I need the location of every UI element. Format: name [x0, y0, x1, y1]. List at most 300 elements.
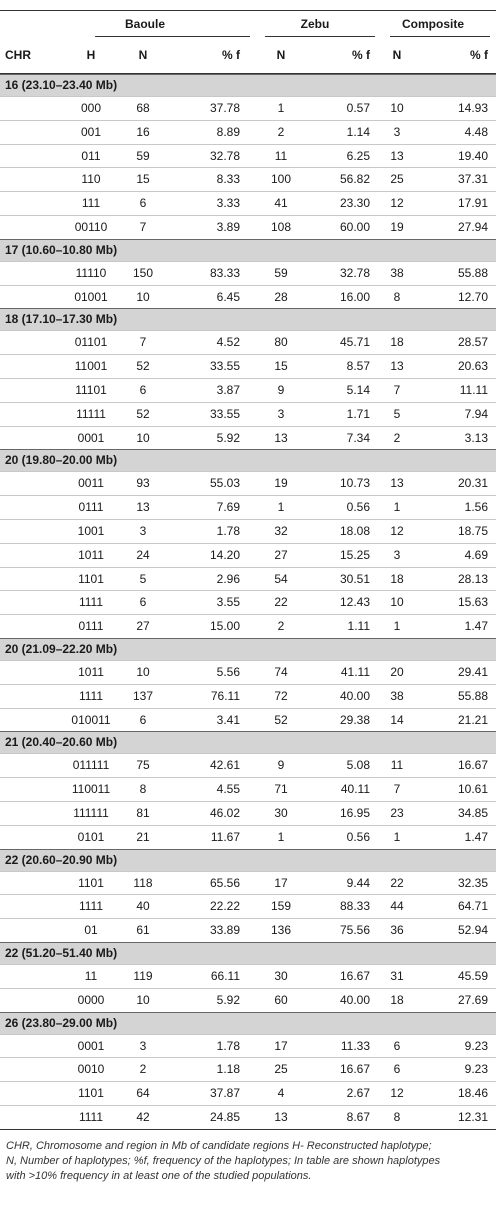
composite-freq-cell: 64.71	[457, 899, 488, 914]
composite-n-cell: 7	[393, 782, 401, 797]
composite-n-cell: 7	[393, 382, 401, 397]
baoule-freq-cell: 3.87	[216, 382, 240, 397]
haplotype-cell: 0000	[77, 992, 105, 1007]
zebu-n-cell: 72	[274, 688, 288, 703]
region-title: 18 (17.10–17.30 Mb)	[5, 312, 118, 327]
table-row	[0, 354, 496, 378]
region-section-header	[0, 74, 496, 96]
table-row	[0, 988, 496, 1012]
baoule-freq-cell: 1.78	[216, 523, 240, 538]
haplotype-cell: 01101	[74, 335, 108, 350]
baoule-freq-cell: 5.56	[216, 664, 240, 679]
composite-n-cell: 14	[390, 712, 404, 727]
haplotype-cell: 0011	[78, 476, 104, 491]
composite-freq-cell: 9.23	[464, 1062, 488, 1077]
col-header-baoule-n: N	[138, 48, 148, 62]
zebu-freq-cell: 40.00	[339, 992, 370, 1007]
baoule-n-cell: 10	[136, 992, 150, 1007]
baoule-n-cell: 27	[136, 619, 150, 634]
baoule-freq-cell: 76.11	[210, 688, 240, 703]
haplotype-cell: 1111	[78, 899, 104, 914]
haplotype-cell: 11111	[76, 406, 106, 421]
haplotype-cell: 111	[81, 196, 101, 211]
haplotype-cell: 1101	[78, 1086, 104, 1101]
baoule-n-cell: 10	[136, 289, 150, 304]
baoule-freq-cell: 37.87	[209, 1086, 240, 1101]
zebu-freq-cell: 5.08	[346, 758, 370, 773]
zebu-freq-cell: 40.00	[339, 688, 370, 703]
haplotype-cell: 00110	[74, 219, 108, 234]
zebu-freq-cell: 41.11	[340, 664, 370, 679]
zebu-n-cell: 136	[270, 923, 292, 938]
composite-freq-cell: 17.91	[457, 196, 488, 211]
baoule-freq-cell: 2.96	[216, 571, 240, 586]
zebu-freq-cell: 29.38	[339, 712, 370, 727]
region-section-header	[0, 1012, 496, 1034]
haplotype-cell: 110	[81, 172, 101, 187]
zebu-freq-cell: 9.44	[346, 875, 370, 890]
composite-n-cell: 44	[390, 899, 404, 914]
baoule-n-cell: 15	[136, 172, 150, 187]
baoule-n-cell: 8	[139, 782, 147, 797]
haplotype-cell: 0111	[78, 500, 104, 515]
col-header-zebu-f: % f	[352, 48, 370, 62]
baoule-freq-cell: 33.55	[209, 359, 240, 374]
composite-freq-cell: 20.31	[457, 476, 488, 491]
zebu-n-cell: 52	[274, 712, 288, 727]
composite-freq-cell: 16.67	[457, 758, 488, 773]
zebu-freq-cell: 11.33	[340, 1038, 370, 1053]
baoule-freq-cell: 83.33	[209, 265, 240, 280]
zebu-freq-cell: 0.57	[346, 101, 370, 115]
zebu-freq-cell: 23.30	[339, 196, 370, 211]
region-section-header	[0, 239, 496, 261]
region-section-header	[0, 849, 496, 871]
zebu-n-cell: 71	[274, 782, 288, 797]
table-row	[0, 708, 496, 732]
baoule-freq-cell: 66.11	[210, 968, 240, 983]
baoule-n-cell: 3	[139, 1038, 147, 1053]
region-title: 22 (20.60–20.90 Mb)	[5, 852, 118, 867]
zebu-n-cell: 25	[274, 1062, 288, 1077]
region-title: 17 (10.60–10.80 Mb)	[5, 242, 118, 257]
table-row	[0, 378, 496, 402]
composite-n-cell: 13	[390, 148, 404, 163]
composite-n-cell: 3	[393, 547, 401, 562]
zebu-freq-cell: 8.67	[346, 1109, 370, 1124]
zebu-freq-cell: 30.51	[339, 571, 370, 586]
zebu-freq-cell: 16.67	[339, 968, 370, 983]
zebu-freq-cell: 60.00	[339, 219, 370, 234]
baoule-freq-cell: 4.52	[216, 335, 240, 350]
composite-freq-cell: 14.93	[457, 101, 488, 115]
baoule-n-cell: 6	[139, 196, 147, 211]
region-title: 16 (23.10–23.40 Mb)	[5, 78, 118, 92]
zebu-n-cell: 74	[274, 664, 288, 679]
zebu-n-cell: 1	[277, 101, 285, 115]
composite-n-cell: 1	[393, 500, 401, 515]
col-header-zebu-n: N	[276, 48, 286, 62]
composite-freq-cell: 9.23	[464, 1038, 488, 1053]
table-row	[0, 777, 496, 801]
baoule-n-cell: 42	[136, 1109, 150, 1124]
composite-freq-cell: 12.70	[457, 289, 488, 304]
region-title: 20 (19.80–20.00 Mb)	[5, 453, 118, 468]
region-section-header	[0, 942, 496, 964]
composite-freq-cell: 18.46	[457, 1086, 488, 1101]
zebu-freq-cell: 2.67	[346, 1086, 370, 1101]
baoule-freq-cell: 11.67	[210, 829, 240, 844]
baoule-n-cell: 7	[139, 335, 147, 350]
baoule-n-cell: 61	[136, 923, 150, 938]
baoule-n-cell: 2	[139, 1062, 147, 1077]
composite-freq-cell: 45.59	[457, 968, 488, 983]
composite-freq-cell: 27.94	[457, 219, 488, 234]
zebu-freq-cell: 45.71	[339, 335, 370, 350]
baoule-freq-cell: 3.41	[216, 712, 240, 727]
composite-freq-cell: 1.47	[464, 829, 488, 844]
zebu-n-cell: 3	[277, 406, 285, 421]
haplotype-cell: 11	[84, 968, 98, 983]
baoule-n-cell: 10	[136, 664, 150, 679]
table-row	[0, 191, 496, 215]
composite-freq-cell: 1.56	[464, 500, 488, 515]
zebu-n-cell: 80	[274, 335, 288, 350]
zebu-n-cell: 60	[274, 992, 288, 1007]
table-row	[0, 684, 496, 708]
zebu-n-cell: 2	[277, 124, 285, 139]
composite-freq-cell: 29.41	[457, 664, 488, 679]
zebu-freq-cell: 16.00	[339, 289, 370, 304]
haplotype-cell: 1111	[78, 688, 104, 703]
baoule-n-cell: 75	[136, 758, 150, 773]
composite-n-cell: 12	[390, 523, 404, 538]
table-row	[0, 471, 496, 495]
zebu-n-cell: 28	[274, 289, 288, 304]
zebu-n-cell: 1	[277, 829, 285, 844]
composite-freq-cell: 15.63	[457, 595, 488, 610]
composite-freq-cell: 52.94	[457, 923, 488, 938]
baoule-freq-cell: 8.89	[216, 124, 240, 139]
zebu-n-cell: 27	[274, 547, 288, 562]
haplotype-cell: 011111	[72, 758, 110, 773]
composite-freq-cell: 4.69	[464, 547, 488, 562]
composite-freq-cell: 21.21	[457, 712, 488, 727]
composite-freq-cell: 1.47	[464, 619, 488, 634]
composite-freq-cell: 27.69	[457, 992, 488, 1007]
table-row	[0, 1034, 496, 1058]
baoule-freq-cell: 7.69	[216, 500, 240, 515]
haplotype-cell: 1001	[77, 523, 105, 538]
table-row	[0, 120, 496, 144]
haplotype-cell: 1111	[78, 595, 104, 610]
zebu-freq-cell: 1.11	[347, 619, 370, 634]
table-row	[0, 543, 496, 567]
composite-n-cell: 13	[390, 359, 404, 374]
baoule-n-cell: 59	[136, 148, 150, 163]
baoule-n-cell: 16	[136, 124, 150, 139]
baoule-freq-cell: 46.02	[209, 805, 240, 820]
zebu-freq-cell: 12.43	[339, 595, 370, 610]
table-row	[0, 614, 496, 638]
baoule-freq-cell: 1.18	[216, 1062, 240, 1077]
baoule-n-cell: 52	[136, 359, 150, 374]
footnote-line: N, Number of haplotypes; %f, frequency of the haplotypes; In table are shown haplotypes	[6, 1154, 441, 1167]
zebu-n-cell: 108	[270, 219, 292, 234]
table-row	[0, 330, 496, 354]
table-row	[0, 1105, 496, 1129]
baoule-freq-cell: 5.92	[216, 992, 240, 1007]
zebu-freq-cell: 32.78	[339, 265, 370, 280]
baoule-freq-cell: 65.56	[209, 875, 240, 890]
zebu-freq-cell: 40.11	[340, 782, 370, 797]
zebu-freq-cell: 88.33	[339, 899, 370, 914]
composite-freq-cell: 55.88	[457, 688, 488, 703]
haplotype-cell: 01001	[74, 289, 108, 304]
zebu-n-cell: 41	[274, 196, 288, 211]
table-row	[0, 964, 496, 988]
haplotype-cell: 11001	[74, 359, 108, 374]
zebu-n-cell: 1	[277, 500, 285, 515]
baoule-n-cell: 40	[136, 899, 150, 914]
table-row	[0, 590, 496, 614]
zebu-n-cell: 17	[274, 1038, 288, 1053]
zebu-freq-cell: 7.34	[346, 430, 370, 445]
composite-freq-cell: 28.13	[457, 571, 488, 586]
baoule-n-cell: 6	[139, 712, 147, 727]
haplotype-cell: 001	[80, 124, 102, 139]
zebu-n-cell: 13	[274, 430, 288, 445]
baoule-n-cell: 5	[139, 571, 147, 586]
zebu-n-cell: 32	[274, 523, 288, 538]
table-row	[0, 261, 496, 285]
baoule-n-cell: 150	[132, 265, 154, 280]
table-row	[0, 801, 496, 825]
zebu-freq-cell: 56.82	[339, 172, 370, 187]
region-title: 22 (51.20–51.40 Mb)	[5, 945, 118, 960]
table-row	[0, 894, 496, 918]
composite-n-cell: 1	[393, 829, 401, 844]
composite-n-cell: 10	[390, 595, 404, 610]
group-header-composite: Composite	[401, 17, 465, 31]
composite-freq-cell: 34.85	[457, 805, 488, 820]
column-header-row	[0, 37, 496, 74]
baoule-freq-cell: 8.33	[216, 172, 240, 187]
table-row	[0, 567, 496, 591]
baoule-n-cell: 93	[136, 476, 150, 491]
zebu-freq-cell: 5.14	[346, 382, 370, 397]
baoule-freq-cell: 5.92	[216, 430, 240, 445]
zebu-n-cell: 159	[270, 899, 292, 914]
composite-n-cell: 38	[390, 265, 404, 280]
baoule-freq-cell: 14.20	[209, 547, 240, 562]
composite-n-cell: 22	[390, 875, 404, 890]
table-row	[0, 144, 496, 168]
haplotype-cell: 110011	[71, 782, 111, 797]
composite-freq-cell: 3.13	[464, 430, 488, 445]
haplotype-cell: 11101	[75, 382, 107, 397]
composite-n-cell: 6	[393, 1038, 401, 1053]
zebu-n-cell: 54	[274, 571, 288, 586]
composite-freq-cell: 10.61	[457, 782, 488, 797]
footnote-line: CHR, Chromosome and region in Mb of candidate regions H- Reconstructed haplotype;	[6, 1139, 432, 1152]
table-row	[0, 215, 496, 239]
composite-freq-cell: 19.40	[457, 148, 488, 163]
baoule-n-cell: 6	[139, 595, 147, 610]
baoule-n-cell: 64	[136, 1086, 150, 1101]
table-row	[0, 96, 496, 120]
composite-freq-cell: 4.48	[464, 124, 488, 139]
zebu-freq-cell: 0.56	[346, 500, 370, 515]
baoule-n-cell: 81	[136, 805, 150, 820]
baoule-freq-cell: 6.45	[216, 289, 240, 304]
baoule-freq-cell: 3.33	[216, 196, 240, 211]
composite-n-cell: 1	[393, 619, 401, 634]
zebu-n-cell: 100	[270, 172, 292, 187]
composite-freq-cell: 55.88	[457, 265, 488, 280]
haplotype-cell: 0001	[77, 1038, 105, 1053]
table-footnote	[0, 1130, 496, 1184]
table-row	[0, 402, 496, 426]
col-header-chr: CHR	[5, 48, 31, 62]
composite-freq-cell: 32.35	[457, 875, 488, 890]
composite-freq-cell: 11.11	[459, 382, 488, 397]
haplotype-cell: 111111	[73, 805, 109, 820]
baoule-freq-cell: 24.85	[209, 1109, 240, 1124]
baoule-freq-cell: 33.55	[209, 406, 240, 421]
zebu-freq-cell: 1.14	[346, 124, 370, 139]
baoule-freq-cell: 37.78	[209, 101, 240, 115]
table-row	[0, 1057, 496, 1081]
haplotype-cell: 1111	[78, 1109, 104, 1124]
footnote-line: with >10% frequency in at least one of the studied populations.	[6, 1169, 312, 1182]
composite-n-cell: 12	[390, 196, 404, 211]
haplotype-cell: 1011	[78, 547, 104, 562]
composite-freq-cell: 37.31	[457, 172, 488, 187]
group-header-row	[0, 11, 496, 37]
baoule-n-cell: 119	[133, 968, 153, 983]
baoule-n-cell: 118	[133, 875, 153, 890]
haplotype-cell: 0101	[77, 829, 105, 844]
baoule-freq-cell: 1.78	[216, 1038, 240, 1053]
composite-n-cell: 2	[393, 430, 401, 445]
composite-n-cell: 11	[390, 758, 404, 773]
region-section-header	[0, 638, 496, 660]
group-header-baoule: Baoule	[124, 17, 166, 31]
region-section-header	[0, 731, 496, 753]
composite-n-cell: 25	[390, 172, 404, 187]
composite-n-cell: 5	[393, 406, 401, 421]
table-row	[0, 426, 496, 450]
zebu-n-cell: 4	[277, 1086, 285, 1101]
region-title: 20 (21.09–22.20 Mb)	[5, 641, 118, 656]
baoule-freq-cell: 15.00	[209, 619, 240, 634]
zebu-n-cell: 9	[277, 758, 285, 773]
col-header-h: H	[86, 48, 96, 62]
zebu-n-cell: 22	[274, 595, 288, 610]
haplotype-cell: 1101	[78, 875, 104, 890]
zebu-freq-cell: 0.56	[346, 829, 370, 844]
haplotype-cell: 011	[81, 148, 101, 163]
zebu-n-cell: 13	[274, 1109, 288, 1124]
baoule-n-cell: 21	[136, 829, 150, 844]
col-header-composite-n: N	[392, 48, 402, 62]
composite-freq-cell: 7.94	[464, 406, 488, 421]
baoule-n-cell: 3	[139, 523, 147, 538]
table-row	[0, 1081, 496, 1105]
haplotype-cell: 0010	[77, 1062, 105, 1077]
table-row	[0, 519, 496, 543]
baoule-n-cell: 10	[136, 430, 150, 445]
zebu-freq-cell: 75.56	[339, 923, 370, 938]
table-row	[0, 825, 496, 849]
composite-n-cell: 6	[393, 1062, 401, 1077]
table-row	[0, 871, 496, 895]
composite-n-cell: 18	[390, 992, 404, 1007]
baoule-freq-cell: 3.89	[216, 219, 240, 234]
composite-n-cell: 3	[393, 124, 401, 139]
table-row	[0, 167, 496, 191]
composite-n-cell: 8	[393, 1109, 401, 1124]
haplotype-cell: 000	[80, 101, 102, 115]
composite-n-cell: 36	[390, 923, 404, 938]
haplotype-cell: 0111	[78, 619, 104, 634]
zebu-freq-cell: 1.71	[346, 406, 370, 421]
baoule-freq-cell: 3.55	[216, 595, 240, 610]
zebu-freq-cell: 10.73	[339, 476, 370, 491]
baoule-n-cell: 68	[136, 101, 150, 115]
haplotype-cell: 010011	[71, 712, 111, 727]
haplotype-cell: 1101	[78, 571, 104, 586]
baoule-freq-cell: 4.55	[216, 782, 240, 797]
zebu-n-cell: 2	[277, 619, 285, 634]
table-row	[0, 285, 496, 309]
baoule-n-cell: 6	[139, 382, 147, 397]
baoule-freq-cell: 42.61	[209, 758, 240, 773]
region-section-header	[0, 308, 496, 330]
zebu-n-cell: 17	[274, 875, 288, 890]
haplotype-cell: 11110	[75, 265, 107, 280]
table-row	[0, 753, 496, 777]
zebu-n-cell: 30	[274, 805, 288, 820]
baoule-n-cell: 13	[136, 500, 150, 515]
composite-n-cell: 10	[390, 101, 404, 115]
baoule-n-cell: 24	[136, 547, 150, 562]
zebu-freq-cell: 6.25	[346, 148, 370, 163]
table-row	[0, 495, 496, 519]
composite-n-cell: 18	[390, 571, 404, 586]
table-body	[0, 74, 496, 1129]
col-header-baoule-f: % f	[222, 48, 240, 62]
composite-n-cell: 12	[390, 1086, 404, 1101]
zebu-freq-cell: 18.08	[339, 523, 370, 538]
composite-freq-cell: 28.57	[457, 335, 488, 350]
composite-n-cell: 13	[390, 476, 404, 491]
composite-freq-cell: 12.31	[457, 1109, 488, 1124]
composite-n-cell: 18	[390, 335, 404, 350]
region-title: 26 (23.80–29.00 Mb)	[5, 1015, 118, 1030]
baoule-freq-cell: 55.03	[209, 476, 240, 491]
haplotype-cell: 1011	[78, 664, 104, 679]
composite-n-cell: 8	[393, 289, 401, 304]
region-title: 21 (20.40–20.60 Mb)	[5, 735, 118, 750]
zebu-freq-cell: 15.25	[339, 547, 370, 562]
group-header-zebu: Zebu	[300, 17, 330, 31]
col-header-composite-f: % f	[470, 48, 488, 62]
haplotype-cell: 0001	[77, 430, 105, 445]
zebu-freq-cell: 16.95	[339, 805, 370, 820]
baoule-n-cell: 137	[132, 688, 154, 703]
